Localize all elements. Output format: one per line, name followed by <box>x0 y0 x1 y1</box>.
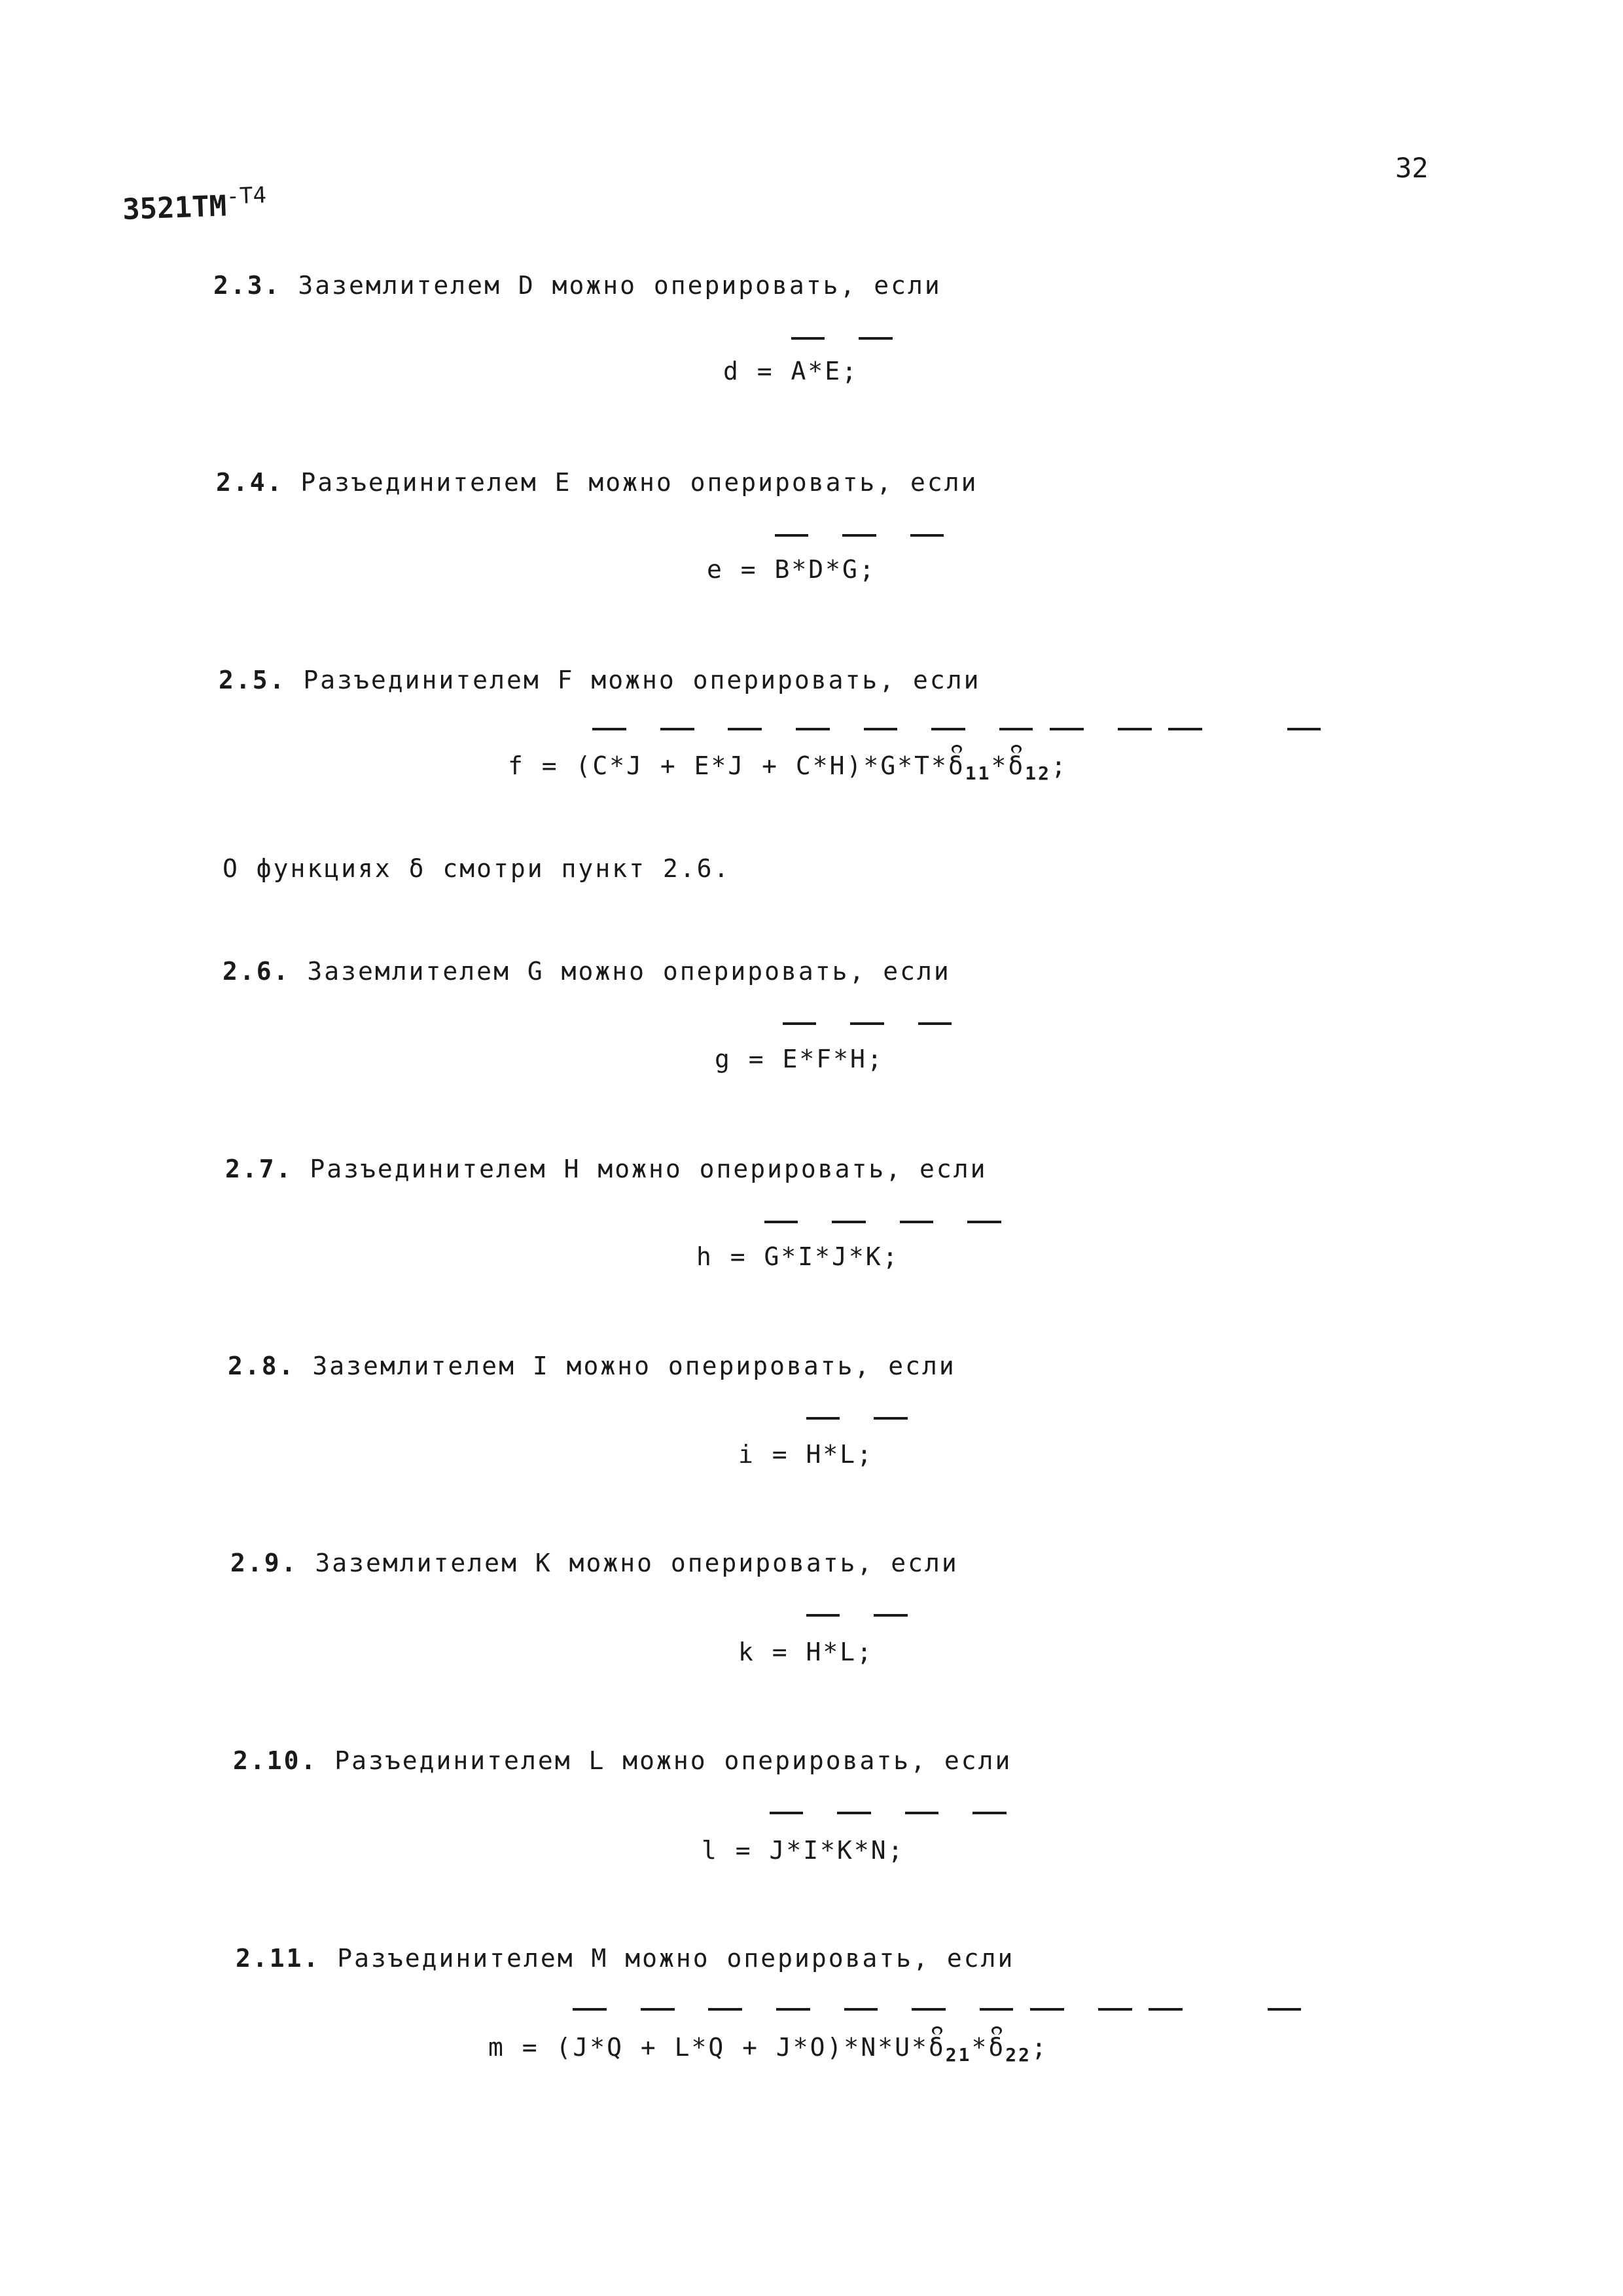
item-number: 2.11. <box>236 1944 321 1973</box>
terminator: ; <box>1050 751 1068 780</box>
document-code-main: 3521ТМ <box>122 189 227 226</box>
item-2-7-formula: h = G*I*J*K; <box>696 1242 900 1271</box>
item-number: 2.10. <box>233 1746 318 1775</box>
item-2-6-formula: g = E*F*H; <box>715 1045 884 1073</box>
page-number: 32 <box>1395 152 1429 184</box>
operator: * <box>971 2033 989 2062</box>
delta-symbol: δ <box>928 2033 946 2062</box>
document-code <box>122 182 267 226</box>
item-2-5-text <box>219 666 981 694</box>
item-number: 2.9. <box>230 1549 298 1577</box>
document-code-suffix: -Т4 <box>225 182 267 210</box>
delta-symbol: δ <box>948 751 965 780</box>
item-2-8-text <box>228 1352 956 1380</box>
delta-symbol: δ <box>988 2033 1006 2062</box>
item-2-4-formula: e = B*D*G; <box>707 555 876 584</box>
item-number: 2.5. <box>219 666 287 694</box>
item-2-11-formula <box>488 2033 1048 2066</box>
delta-subscript: 22 <box>1005 2044 1031 2066</box>
item-label: Разъединителем H можно оперировать, если <box>310 1155 988 1183</box>
item-2-3-formula: d = A*E; <box>723 357 859 386</box>
item-2-8-formula: i = H*L; <box>738 1440 874 1469</box>
item-number: 2.4. <box>216 468 284 497</box>
item-2-9-formula: k = H*L; <box>738 1638 874 1666</box>
item-number: 2.7. <box>225 1155 293 1183</box>
delta-note: О функциях δ смотри пункт 2.6. <box>223 854 731 883</box>
formula-body: m = (J*Q + L*Q + J*O)*N*U* <box>488 2033 929 2062</box>
item-label: Разъединителем M можно оперировать, если <box>337 1944 1015 1973</box>
delta-symbol: δ <box>1008 751 1026 780</box>
item-2-5-formula <box>508 751 1068 784</box>
item-number: 2.8. <box>228 1352 296 1380</box>
item-number: 2.6. <box>223 957 291 986</box>
delta-subscript: 11 <box>965 762 991 784</box>
item-number: 2.3. <box>213 271 281 300</box>
item-2-4-text <box>216 468 978 497</box>
delta-subscript: 12 <box>1025 762 1051 784</box>
item-label: Заземлителем D можно оперировать, если <box>298 271 942 300</box>
item-label: Разъединителем F можно оперировать, если <box>303 666 981 694</box>
item-2-7-text <box>225 1155 988 1183</box>
item-2-10-text <box>233 1746 1012 1775</box>
item-2-6-text <box>223 957 951 986</box>
item-2-3-text <box>213 271 942 300</box>
item-2-10-formula: l = J*I*K*N; <box>702 1836 905 1865</box>
item-label: Заземлителем G можно оперировать, если <box>307 957 951 986</box>
terminator: ; <box>1031 2033 1048 2062</box>
item-label: Заземлителем I можно оперировать, если <box>312 1352 956 1380</box>
operator: * <box>991 751 1008 780</box>
item-2-11-text <box>236 1944 1014 1973</box>
formula-body: f = (C*J + E*J + C*H)*G*T* <box>508 751 948 780</box>
delta-subscript: 21 <box>945 2044 972 2066</box>
item-label: Заземлителем K можно оперировать, если <box>315 1549 959 1577</box>
item-2-9-text <box>230 1549 959 1577</box>
item-label: Разъединителем E можно оперировать, если <box>300 468 978 497</box>
item-label: Разъединителем L можно оперировать, если <box>334 1746 1012 1775</box>
